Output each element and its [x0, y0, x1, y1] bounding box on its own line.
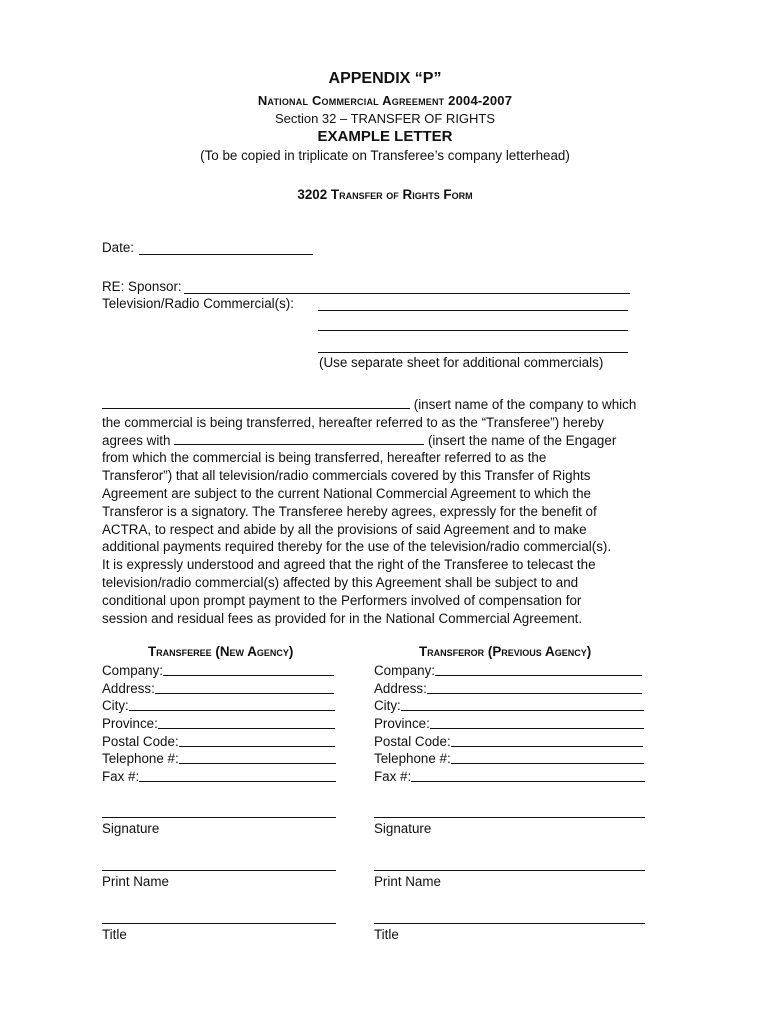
transferor-signature-line[interactable] [374, 817, 645, 818]
form-title: 3202 Transfer of Rights Form [297, 187, 473, 202]
transferee-fax-label: Fax #: [102, 769, 140, 784]
separate-sheet-note: (Use separate sheet for additional commercials) [319, 355, 604, 370]
paragraph-line-5: Transferor”) that all television/radio commercials covered by this Transfer of Rights [102, 468, 591, 484]
appendix-title: APPENDIX “P” [328, 70, 442, 87]
paragraph-line-7: Transferor is a signatory. The Transferee hereby agrees, expressly for the benefit of [102, 503, 597, 519]
transferor-fax-field[interactable] [374, 768, 645, 786]
transferee-province-label: Province: [102, 716, 158, 731]
transferee-print-name-line[interactable] [102, 870, 336, 871]
agreement-title: National Commercial Agreement 2004-2007 [257, 93, 513, 108]
transferee-company-field[interactable] [102, 662, 334, 680]
transferee-city-label: City: [102, 698, 129, 713]
transferor-postal-field[interactable] [374, 733, 643, 751]
transferee-fax-field[interactable] [102, 768, 336, 786]
transferor-postal-label: Postal Code: [374, 734, 451, 749]
sponsor-field[interactable] [184, 293, 630, 294]
commercials-label: Television/Radio Commercial(s): [102, 296, 294, 311]
paragraph-line-12: conditional upon prompt payment to the Performers involved of compensation for [102, 592, 582, 608]
transferor-signature-label: Signature [374, 821, 432, 836]
transferor-fax-label: Fax #: [374, 769, 412, 784]
paragraph-line-1: (insert name of the company to which [413, 397, 637, 412]
transferee-postal-label: Postal Code: [102, 734, 179, 749]
transferor-province-label: Province: [374, 716, 430, 731]
sponsor-label: RE: Sponsor: [102, 279, 182, 294]
transferor-province-field[interactable] [374, 715, 644, 733]
transferee-signature-label: Signature [102, 821, 160, 836]
transferee-heading: Transferee (New Agency) [148, 644, 294, 659]
transferee-telephone-label: Telephone #: [102, 751, 179, 766]
paragraph-line-8: ACTRA, to respect and abide by all the provisions of said Agreement and to make [102, 521, 587, 537]
paragraph-line-2: the commercial is being transferred, hereafter referred to as the “Transferee”) hereby [102, 414, 604, 430]
transferee-title-line[interactable] [102, 923, 336, 924]
example-letter-title: EXAMPLE LETTER [317, 128, 453, 145]
paragraph-line-3a: agrees with [102, 432, 171, 448]
engager-name-field[interactable] [174, 432, 424, 445]
transferee-company-label: Company: [102, 663, 164, 678]
transferee-title-label: Title [102, 927, 127, 942]
transferee-city-field[interactable] [102, 697, 335, 715]
transferor-address-field[interactable] [374, 680, 642, 698]
paragraph-line-4: from which the commercial is being transferred, hereafter referred to as the [102, 450, 547, 466]
commercial-field-1[interactable] [318, 310, 628, 311]
transferor-title-line[interactable] [374, 923, 645, 924]
transferor-title-label: Title [374, 927, 399, 942]
paragraph-line-13: session and residual fees as provided for in the National Commercial Agreement. [102, 610, 583, 626]
transferor-print-name-line[interactable] [374, 870, 645, 871]
transferee-address-field[interactable] [102, 680, 334, 698]
section-title: Section 32 – TRANSFER OF RIGHTS [274, 111, 496, 126]
transferee-postal-field[interactable] [102, 733, 335, 751]
transferee-telephone-field[interactable] [102, 750, 336, 768]
paragraph-line-11: television/radio commercial(s) affected by this Agreement shall be subject to and [102, 574, 579, 590]
transferor-telephone-label: Telephone #: [374, 751, 451, 766]
transferee-signature-line[interactable] [102, 817, 336, 818]
transferor-heading: Transferor (Previous Agency) [419, 644, 592, 659]
transferee-address-label: Address: [102, 681, 155, 696]
transferor-company-field[interactable] [374, 662, 642, 680]
date-label: Date: [102, 240, 135, 255]
transferor-telephone-field[interactable] [374, 750, 644, 768]
paragraph-line-9: additional payments required thereby for the use of the television/radio commercial(s). [102, 539, 612, 555]
paragraph-line-10: It is expressly understood and agreed that the right of the Transferee to telecast the [102, 557, 596, 573]
transferor-print-name-label: Print Name [374, 874, 441, 889]
transferee-name-field[interactable] [102, 396, 410, 409]
transferor-city-label: City: [374, 698, 401, 713]
transferor-address-label: Address: [374, 681, 427, 696]
commercial-field-3[interactable] [318, 352, 628, 353]
transferor-company-label: Company: [374, 663, 436, 678]
paragraph-line-3b: (insert the name of the Engager [427, 432, 617, 448]
commercial-field-2[interactable] [318, 330, 628, 331]
copy-instruction: (To be copied in triplicate on Transferee’s company letterhead) [200, 148, 570, 163]
transferee-province-field[interactable] [102, 715, 335, 733]
agreement-paragraph [102, 396, 672, 627]
paragraph-line-6: Agreement are subject to the current National Commercial Agreement to which the [102, 485, 591, 501]
transferee-print-name-label: Print Name [102, 874, 169, 889]
transferor-city-field[interactable] [374, 697, 644, 715]
date-field[interactable] [139, 254, 313, 255]
